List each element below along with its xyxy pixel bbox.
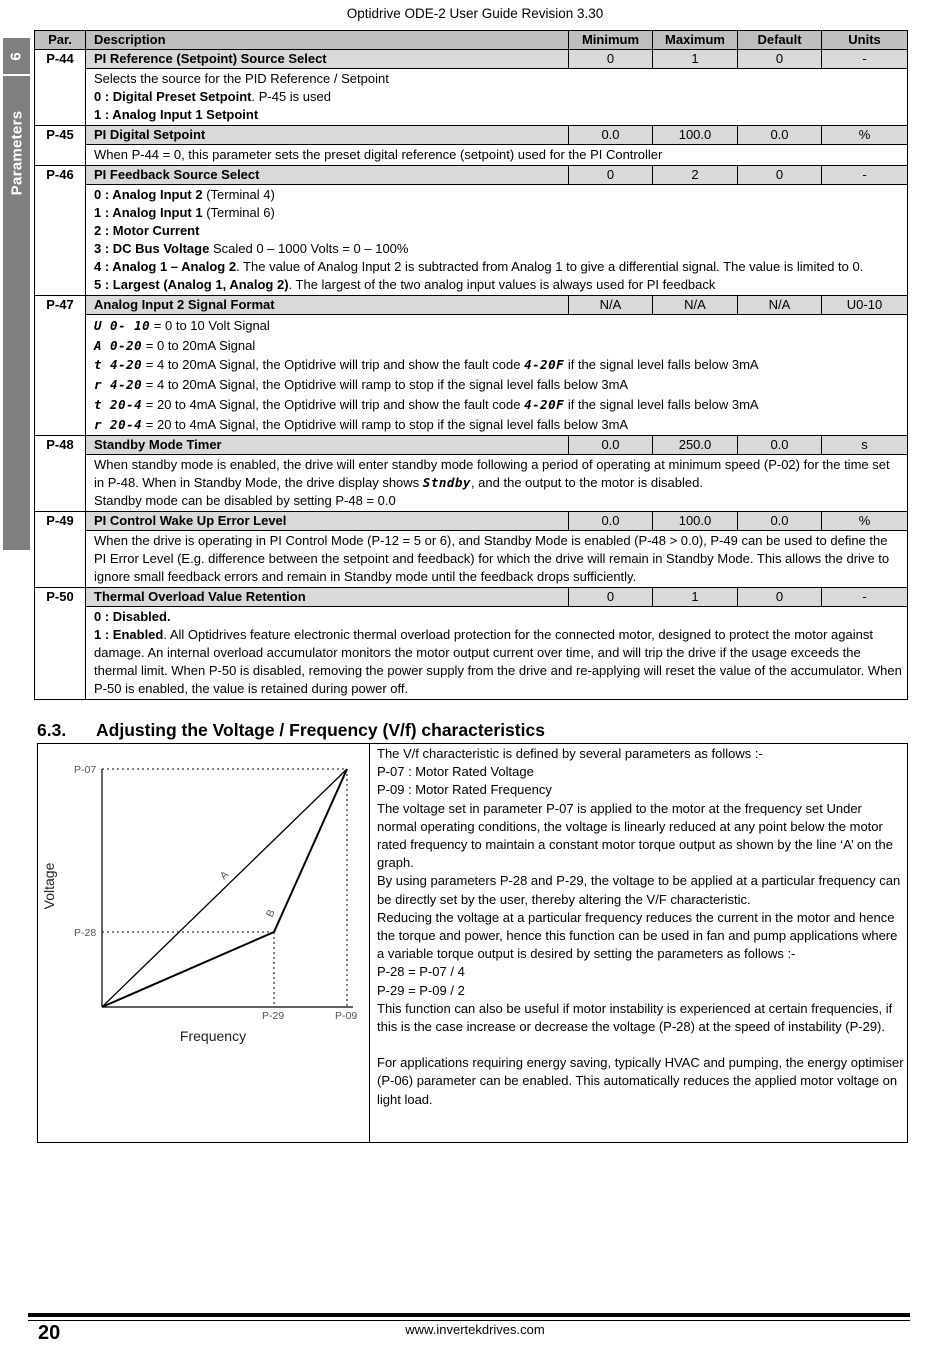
param-default: N/A — [738, 296, 822, 315]
desc-line: 3 : DC Bus Voltage Scaled 0 – 1000 Volts = 0 – 100% — [94, 241, 409, 256]
desc-line: 0 : Disabled. — [94, 609, 171, 625]
param-row-p44 — [35, 50, 908, 69]
fault-code: 4-20F — [524, 357, 565, 373]
chapter-label: Parameters — [8, 110, 25, 196]
param-id: P-50 — [35, 588, 86, 700]
param-desc-row-p50 — [35, 607, 908, 700]
param-row-p50 — [35, 588, 908, 607]
param-name: PI Control Wake Up Error Level — [86, 512, 569, 531]
vf-paragraph: By using parameters P-28 and P-29, the voltage to be applied at a particular frequency can be directly set by the user, thereby altering the V/F characteristic. — [377, 873, 901, 907]
vf-paragraph: The V/f characteristic is defined by several parameters as follows :- — [377, 746, 763, 761]
vf-characteristics-box — [37, 743, 908, 1143]
x-axis-label: Frequency — [179, 1028, 247, 1044]
param-units: % — [822, 126, 908, 145]
param-desc-row-p45 — [35, 145, 908, 166]
vf-paragraph: P-07 : Motor Rated Voltage — [377, 764, 534, 780]
display-code: t 4-20 — [94, 357, 143, 373]
section-title: Adjusting the Voltage / Frequency (V/f) characteristics — [96, 720, 545, 740]
col-header-description: Description — [86, 31, 569, 50]
vf-paragraph — [377, 1036, 905, 1054]
line-a — [102, 769, 347, 1007]
y-tick-p07: P-07 — [74, 764, 97, 776]
param-name: Standby Mode Timer — [86, 436, 569, 455]
signal-line: r 4-20 = 4 to 20mA Signal, the Optidrive will ramp to stop if the signal level falls below 3mA — [94, 377, 629, 393]
footer-url: www.invertekdrives.com — [405, 1322, 545, 1337]
param-description — [86, 185, 908, 296]
param-units: % — [822, 512, 908, 531]
y-axis-label: Voltage — [41, 862, 57, 910]
footer-rule-thin — [28, 1320, 910, 1321]
signal-line: U 0- 10 = 0 to 10 Volt Signal — [94, 318, 270, 333]
signal-line: t 20-4 = 20 to 4mA Signal, the Optidrive will trip and show the fault code 4-20F if the signal level falls below 3mA — [94, 396, 759, 412]
signal-line: r 20-4 = 20 to 4mA Signal, the Optidrive will ramp to stop if the signal level falls below 3mA — [94, 416, 629, 432]
display-code: r 4-20 — [94, 377, 143, 393]
display-code: r 20-4 — [94, 416, 143, 432]
chapter-number: 6 — [3, 38, 30, 76]
vf-paragraph: For applications requiring energy saving, typically HVAC and pumping, the energy optimiser (P-06) parameter can be enabled. This automatically reduces the applied motor voltage on light load. — [377, 1055, 904, 1107]
x-tick-p09: P-09 — [335, 1010, 358, 1022]
param-max: 100.0 — [653, 126, 738, 145]
page-number: 20 — [38, 1322, 61, 1344]
param-id: P-44 — [35, 50, 86, 126]
param-name: Thermal Overload Value Retention — [86, 588, 569, 607]
display-code: U 0- 10 — [94, 318, 151, 333]
param-max: 2 — [653, 166, 738, 185]
param-units: - — [822, 166, 908, 185]
param-id: P-45 — [35, 126, 86, 166]
param-row-p46 — [35, 166, 908, 185]
signal-line: t 4-20 = 4 to 20mA Signal, the Optidrive will trip and show the fault code 4-20F if the signal level falls below 3mA — [94, 357, 759, 373]
param-desc-row-p47 — [35, 315, 908, 436]
vf-description — [377, 745, 905, 1109]
box-divider — [369, 744, 370, 1142]
vf-paragraph: The voltage set in parameter P-07 is applied to the motor at the frequency set Under normal operating conditions, the voltage is linearly reduced at any point below the motor rated frequency to maintain a constant motor torque output as shown by the line ‘A’ on the graph. — [377, 800, 893, 871]
param-max: 1 — [653, 50, 738, 69]
vf-paragraph: P-09 : Motor Rated Frequency — [377, 782, 552, 798]
desc-line: 1 : Analog Input 1 Setpoint — [94, 107, 259, 122]
param-name: PI Digital Setpoint — [86, 126, 569, 145]
param-description — [86, 69, 908, 126]
param-min: 0.0 — [569, 126, 653, 145]
param-units: - — [822, 50, 908, 69]
x-tick-p29: P-29 — [262, 1010, 285, 1022]
table-header-row — [35, 31, 908, 50]
param-description — [86, 607, 908, 700]
desc-line: When standby mode is enabled, the drive will enter standby mode following a period of operating at minimum speed (P-02) for the time set in P-48. When in Standby Mode, the drive display shows Stndby, and the output to the motor is disabled. — [94, 457, 890, 491]
param-units: U0-10 — [822, 296, 908, 315]
param-max: N/A — [653, 296, 738, 315]
chapter-side-tab — [3, 38, 30, 550]
footer-rule-thick — [28, 1313, 910, 1317]
param-max: 100.0 — [653, 512, 738, 531]
param-row-p48 — [35, 436, 908, 455]
param-desc-row-p46 — [35, 185, 908, 296]
param-description — [86, 531, 908, 588]
param-id: P-47 — [35, 296, 86, 436]
param-description — [86, 145, 908, 166]
line-b-label: B — [263, 907, 278, 920]
param-min: N/A — [569, 296, 653, 315]
param-min: 0 — [569, 166, 653, 185]
desc-line: Standby mode can be disabled by setting P-48 = 0.0 — [94, 493, 396, 509]
vf-paragraph: Reducing the voltage at a particular frequency reduces the current in the motor and hence the torque and power, hence this function can be used in fan and pump applications where a variable torque output is desired by setting the parameters as follows :- — [377, 909, 898, 962]
param-default: 0.0 — [738, 436, 822, 455]
desc-line: Selects the source for the PID Reference / Setpoint — [94, 71, 389, 86]
col-header-default: Default — [738, 31, 822, 50]
vf-paragraph: P-29 = P-09 / 2 — [377, 982, 465, 998]
desc-line: 1 : Enabled. All Optidrives feature electronic thermal overload protection for the connected motor, designed to protect the motor against damage. An internal overload accumulator monitors the motor output current over time, and will trip the drive if the usage exceeds the thermal limit. When P-50 is disabled, removing the power supply from the drive and re-applying will reset the value of the accumulator. When P-50 is enabled, the value is retained during power off. — [94, 627, 902, 697]
param-max: 250.0 — [653, 436, 738, 455]
param-max: 1 — [653, 588, 738, 607]
section-number: 6.3. — [37, 720, 67, 740]
signal-line: A 0-20 = 0 to 20mA Signal — [94, 337, 256, 353]
y-tick-p28: P-28 — [74, 927, 97, 939]
param-default: 0 — [738, 50, 822, 69]
page-header: Optidrive ODE-2 User Guide Revision 3.30 — [346, 6, 604, 21]
section-heading — [37, 720, 545, 741]
display-code: A 0-20 — [94, 337, 143, 353]
display-code: t 20-4 — [94, 396, 143, 412]
param-description — [86, 315, 908, 436]
param-row-p49 — [35, 512, 908, 531]
param-units: - — [822, 588, 908, 607]
desc-line: When the drive is operating in PI Control Mode (P-12 = 5 or 6), and Standby Mode is enabled (P-48 > 0.0), P-49 can be used to define the PI Error Level (E.g. difference between the setpoint and feedback) for which the drive will remain in Standby Mode. This allows the drive to ignore small feedback errors and remain in Standby mode until the feedback drops sufficiently. — [94, 533, 890, 585]
param-default: 0 — [738, 588, 822, 607]
param-default: 0 — [738, 166, 822, 185]
col-header-maximum: Maximum — [653, 31, 738, 50]
desc-line: 0 : Analog Input 2 (Terminal 4) — [94, 187, 275, 202]
vf-paragraph: This function can also be useful if motor instability is experienced at certain frequencies, if this is the case increase or decrease the voltage (P-28) at the speed of instability (P-29). — [377, 1000, 893, 1035]
param-id: P-49 — [35, 512, 86, 588]
param-name: PI Reference (Setpoint) Source Select — [86, 50, 569, 69]
vf-graph — [38, 744, 369, 1142]
desc-line: 5 : Largest (Analog 1, Analog 2). The largest of the two analog input values is always used for PI feedback — [94, 277, 716, 292]
param-desc-row-p49 — [35, 531, 908, 588]
param-description — [86, 455, 908, 512]
param-min: 0 — [569, 50, 653, 69]
fault-code: 4-20F — [524, 396, 565, 412]
col-header-minimum: Minimum — [569, 31, 653, 50]
col-header-par: Par. — [35, 31, 86, 50]
col-header-units: Units — [822, 31, 908, 50]
param-default: 0.0 — [738, 512, 822, 531]
param-min: 0.0 — [569, 512, 653, 531]
param-id: P-46 — [35, 166, 86, 296]
param-id: P-48 — [35, 436, 86, 512]
param-min: 0.0 — [569, 436, 653, 455]
param-default: 0.0 — [738, 126, 822, 145]
param-desc-row-p48 — [35, 455, 908, 512]
display-code: Stndby — [422, 475, 471, 491]
desc-line: 4 : Analog 1 – Analog 2. The value of Analog Input 2 is subtracted from Analog 1 to give a differential signal. The value is limited to 0. — [94, 259, 864, 274]
desc-line: When P-44 = 0, this parameter sets the preset digital reference (setpoint) used for the PI Controller — [94, 147, 663, 162]
desc-line: 2 : Motor Current — [94, 223, 200, 238]
param-row-p47 — [35, 296, 908, 315]
vf-paragraph: P-28 = P-07 / 4 — [377, 964, 465, 980]
param-row-p45 — [35, 126, 908, 145]
param-name: Analog Input 2 Signal Format — [86, 296, 569, 315]
desc-line: 0 : Digital Preset Setpoint. P-45 is used — [94, 89, 331, 104]
parameter-table — [34, 30, 908, 700]
line-a-label: A — [217, 868, 232, 883]
param-name: PI Feedback Source Select — [86, 166, 569, 185]
param-min: 0 — [569, 588, 653, 607]
param-desc-row-p44 — [35, 69, 908, 126]
param-units: s — [822, 436, 908, 455]
desc-line: 1 : Analog Input 1 (Terminal 6) — [94, 205, 275, 220]
